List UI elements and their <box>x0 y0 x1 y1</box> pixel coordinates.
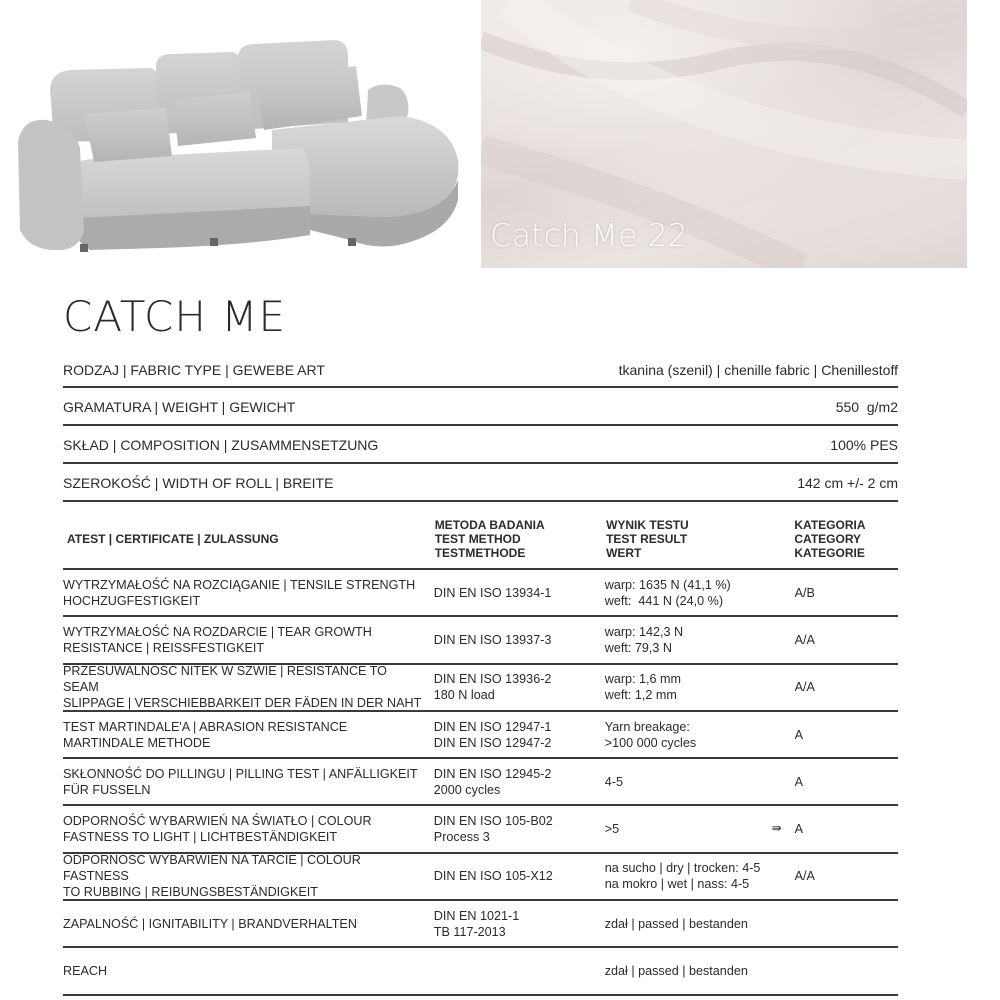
test-method: DIN EN ISO 13937-3 <box>433 632 552 647</box>
spec-label: SZEROKOŚĆ | WIDTH OF ROLL | BREITE <box>63 475 334 491</box>
spec-row-weight <box>63 388 898 426</box>
test-category-cell <box>771 821 898 837</box>
test-category: A/A <box>794 632 815 647</box>
test-result: zdał | passed | bestanden <box>604 916 748 931</box>
test-name: WYTRZYMAŁOŚĆ NA ROZDARCIE | TEAR GROWTH RESISTANCE | REISSFESTIGKEIT <box>63 624 372 655</box>
test-category: A/A <box>794 680 815 695</box>
test-name: SKŁONNOŚĆ DO PILLINGU | PILLING TEST | ANFÄLLIGKEIT FÜR FUSSELN <box>63 766 418 797</box>
table-row <box>63 617 898 664</box>
arrow-right-icon: ⇛ <box>771 821 782 836</box>
table-row <box>63 712 898 759</box>
test-method: DIN EN ISO 12945-2 2000 cycles <box>433 766 552 797</box>
table-row <box>63 665 898 712</box>
test-result: zdał | passed | bestanden <box>604 964 748 979</box>
header-certificate: ATEST | CERTIFICATE | ZULASSUNG <box>67 532 279 546</box>
test-result: warp: 1635 N (41,1 %) weft: 441 N (24,0 %) <box>604 577 731 608</box>
test-name: ZAPALNOŚĆ | IGNITABILITY | BRANDVERHALTEN <box>63 916 357 931</box>
test-result: warp: 142,3 N weft: 79,3 N <box>604 624 684 655</box>
test-result: 4-5 <box>604 774 623 789</box>
test-method: DIN EN ISO 13936-2 180 N load <box>433 672 552 703</box>
table-row <box>63 854 898 901</box>
test-name: TEST MARTINDALE'A | ABRASION RESISTANCE MARTINDALE METHODE <box>63 719 348 750</box>
test-name: PRZESUWALNOŚĆ NITEK W SZWIE | RESISTANCE TO SEAM SLIPPAGE | VERSCHIEBBARKEIT DER FÄDEN IN DER NAHT <box>63 664 422 711</box>
spec-label: RODZAJ | FABRIC TYPE | GEWEBE ART <box>63 362 325 378</box>
spec-value: 100% PES <box>830 437 898 453</box>
test-name: REACH <box>63 964 108 979</box>
test-name: WYTRZYMAŁOŚĆ NA ROZCIĄGANIE | TENSILE STRENGTH HOCHZUGFESTIGKEIT <box>63 577 416 608</box>
test-method: DIN EN 1021-1 TB 117-2013 <box>433 908 520 939</box>
swatch-label: Catch Me 22 <box>490 218 688 254</box>
test-method: DIN EN ISO 105-B02 Process 3 <box>433 814 553 845</box>
table-row <box>63 948 898 995</box>
test-name: ODPORNOŚĆ WYBARWIEŃ NA TARCIE | COLOUR FASTNESS TO RUBBING | REIBUNGSBESTÄNDIGKEIT <box>63 853 361 900</box>
test-method: DIN EN ISO 105-X12 <box>433 869 553 884</box>
header-method: METODA BADANIA TEST METHOD TESTMETHODE <box>434 518 545 560</box>
spec-label: SKŁAD | COMPOSITION | ZUSAMMENSETZUNG <box>63 437 379 453</box>
spec-row-composition <box>63 426 898 464</box>
table-header <box>63 510 898 570</box>
test-category: A/A <box>794 869 815 884</box>
test-method: DIN EN ISO 13934-1 <box>433 585 552 600</box>
table-row <box>63 570 898 617</box>
test-result: na sucho | dry | trocken: 4-5 na mokro | wet | nass: 4-5 <box>604 861 761 892</box>
test-category: A <box>794 727 804 742</box>
spec-value: 550 g/m2 <box>835 399 898 415</box>
header-category: KATEGORIA CATEGORY KATEGORIE <box>794 518 866 560</box>
table-row <box>63 806 898 853</box>
sofa-image <box>10 30 465 260</box>
table-row <box>63 759 898 806</box>
spec-row-fabric-type <box>63 352 898 388</box>
test-category: A/B <box>794 585 815 600</box>
product-title: CATCH ME <box>63 292 287 341</box>
header-result: WYNIK TESTU TEST RESULT WERT <box>606 518 689 560</box>
spec-value: 142 cm +/- 2 cm <box>797 475 898 491</box>
spec-label: GRAMATURA | WEIGHT | GEWICHT <box>63 399 296 415</box>
spec-value: tkanina (szenil) | chenille fabric | Chenillestoff <box>618 362 898 378</box>
test-result: Yarn breakage: >100 000 cycles <box>604 719 697 750</box>
fabric-swatch-image <box>481 0 967 268</box>
certificate-table <box>63 510 898 996</box>
test-category: A <box>794 822 804 837</box>
spec-list <box>63 352 898 502</box>
test-method: DIN EN ISO 12947-1 DIN EN ISO 12947-2 <box>433 719 552 750</box>
test-result: warp: 1,6 mm weft: 1,2 mm <box>604 672 682 703</box>
test-name: ODPORNOŚĆ WYBARWIEŃ NA ŚWIATŁO | COLOUR FASTNESS TO LIGHT | LICHTBESTÄNDIGKEIT <box>63 814 372 845</box>
table-row <box>63 901 898 948</box>
test-result: >5 <box>604 822 620 837</box>
spec-row-width <box>63 464 898 502</box>
test-category: A <box>794 774 804 789</box>
